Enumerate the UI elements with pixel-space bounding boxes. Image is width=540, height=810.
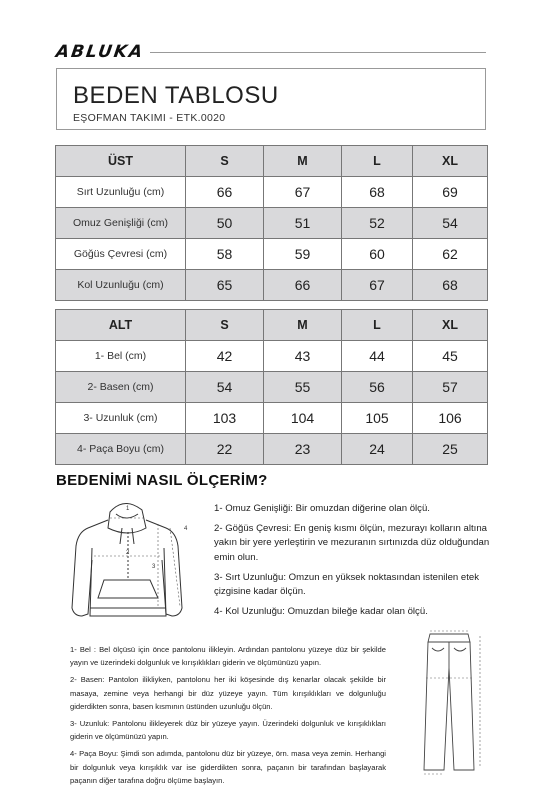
table-header-cell: ALT: [56, 310, 186, 341]
table-header-cell: XL: [413, 146, 488, 177]
size-value: 54: [186, 372, 264, 403]
bottom-measurement-instructions: [70, 643, 386, 791]
row-label: Göğüs Çevresi (cm): [56, 239, 186, 270]
hoodie-mark: 4: [184, 526, 188, 532]
table-header-row: [56, 310, 488, 341]
instruction-item: 1- Omuz Genişliği: Bir omuzdan diğerine olan ölçü.: [214, 503, 430, 514]
table-header-cell: M: [264, 146, 342, 177]
instruction-item: 4- Paça Boyu: Şimdi son adımda, pantolonu düz bir yüzeye, örn. masa veya zemin. Herhangi bir dolgunluk veya kırışıklık var ise giderdikten sonra, paçanın bir tarafından başlayarak paçanın diğer tarafına doğru ölçüme başlayın.: [70, 749, 386, 785]
size-value: 66: [186, 177, 264, 208]
table-row: [56, 372, 488, 403]
row-label: Sırt Uzunluğu (cm): [56, 177, 186, 208]
size-value: 55: [264, 372, 342, 403]
size-value: 57: [413, 372, 488, 403]
table-header-cell: XL: [413, 310, 488, 341]
size-value: 67: [264, 177, 342, 208]
size-value: 103: [186, 403, 264, 434]
brand-header: [56, 42, 486, 62]
top-measurement-instructions: [214, 502, 496, 625]
size-value: 65: [186, 270, 264, 301]
row-label: 3- Uzunluk (cm): [56, 403, 186, 434]
table-header-cell: L: [342, 146, 413, 177]
size-value: 58: [186, 239, 264, 270]
size-value: 56: [342, 372, 413, 403]
row-label: 2- Basen (cm): [56, 372, 186, 403]
row-label: Omuz Genişliği (cm): [56, 208, 186, 239]
instruction-item: 3- Uzunluk: Pantolonu ilikleyerek düz bir yüzeye yayın. Üzerindeki dolgunluk ve kırışıklıkları giderin ve ölçümünüzü yapın.: [70, 719, 386, 742]
table-row: [56, 177, 488, 208]
row-label: Kol Uzunluğu (cm): [56, 270, 186, 301]
size-value: 24: [342, 434, 413, 465]
size-value: 52: [342, 208, 413, 239]
size-value: 69: [413, 177, 488, 208]
table-row: [56, 403, 488, 434]
table-header-cell: L: [342, 310, 413, 341]
hoodie-illustration-icon: [66, 498, 196, 626]
row-label: 1- Bel (cm): [56, 341, 186, 372]
bottom-size-table: [55, 309, 488, 465]
size-value: 45: [413, 341, 488, 372]
size-value: 60: [342, 239, 413, 270]
hoodie-mark: 1: [126, 506, 130, 512]
table-header-cell: ÜST: [56, 146, 186, 177]
size-value: 68: [413, 270, 488, 301]
table-row: [56, 341, 488, 372]
table-header-cell: M: [264, 310, 342, 341]
pants-illustration-icon: [410, 628, 490, 778]
top-size-table: [55, 145, 488, 301]
size-value: 51: [264, 208, 342, 239]
title-box: [56, 68, 486, 130]
row-label: 4- Paça Boyu (cm): [56, 434, 186, 465]
size-value: 59: [264, 239, 342, 270]
size-value: 62: [413, 239, 488, 270]
table-header-cell: S: [186, 310, 264, 341]
table-row: [56, 434, 488, 465]
table-header-row: [56, 146, 488, 177]
size-value: 50: [186, 208, 264, 239]
size-value: 68: [342, 177, 413, 208]
instruction-item: 3- Sırt Uzunluğu: Omzun en yüksek noktasından istenilen etek çizgisine kadar ölçün.: [214, 571, 480, 598]
table-row: [56, 270, 488, 301]
size-value: 42: [186, 341, 264, 372]
size-value: 66: [264, 270, 342, 301]
instruction-item: 4- Kol Uzunluğu: Omuzdan bileğe kadar olan ölçü.: [214, 606, 428, 618]
header-divider: [150, 52, 486, 53]
page-title: BEDEN TABLOSU: [73, 82, 279, 109]
table-row: [56, 208, 488, 239]
size-value: 25: [413, 434, 488, 465]
size-value: 105: [342, 403, 413, 434]
size-value: 23: [264, 434, 342, 465]
size-value: 67: [342, 270, 413, 301]
table-header-cell: S: [186, 146, 264, 177]
size-value: 106: [413, 403, 488, 434]
instruction-item: 2- Basen: Pantolon ilikliyken, pantolonu her iki köşesinde dış kenarlar olacak şekilde bir masaya, zemine veya herhangi bir düz yüzeye yayın. Tüm kırışıklıkları ve dolgunluğu giderdikten sonra, basen kısmının üstünden uzunluğu ölçün.: [70, 675, 386, 711]
size-value: 104: [264, 403, 342, 434]
hoodie-mark: 2: [126, 550, 130, 556]
brand-logo: ABLUKA: [54, 42, 146, 62]
size-value: 44: [342, 341, 413, 372]
size-value: 43: [264, 341, 342, 372]
instruction-item: 1- Bel : Bel ölçüsü için önce pantolonu ilikleyin. Ardından pantolonu yüzeye düz bir şekilde yayın ve üzerindeki dolgunluk ve kırışıklıkları giderin ve ölçümünüzü yapın.: [70, 645, 386, 668]
instruction-item: 2- Göğüs Çevresi: En geniş kısmı ölçün, mezurayı kolların altına yakın bir yere yerleştirin ve mezuranın sırtınızda düz olduğundan emin olun.: [214, 523, 490, 563]
how-to-measure-title: BEDENİMİ NASIL ÖLÇERİM?: [56, 472, 268, 489]
product-code: EŞOFMAN TAKIMI - ETK.0020: [73, 112, 226, 124]
size-value: 22: [186, 434, 264, 465]
size-value: 54: [413, 208, 488, 239]
hoodie-mark: 3: [152, 564, 156, 570]
table-row: [56, 239, 488, 270]
